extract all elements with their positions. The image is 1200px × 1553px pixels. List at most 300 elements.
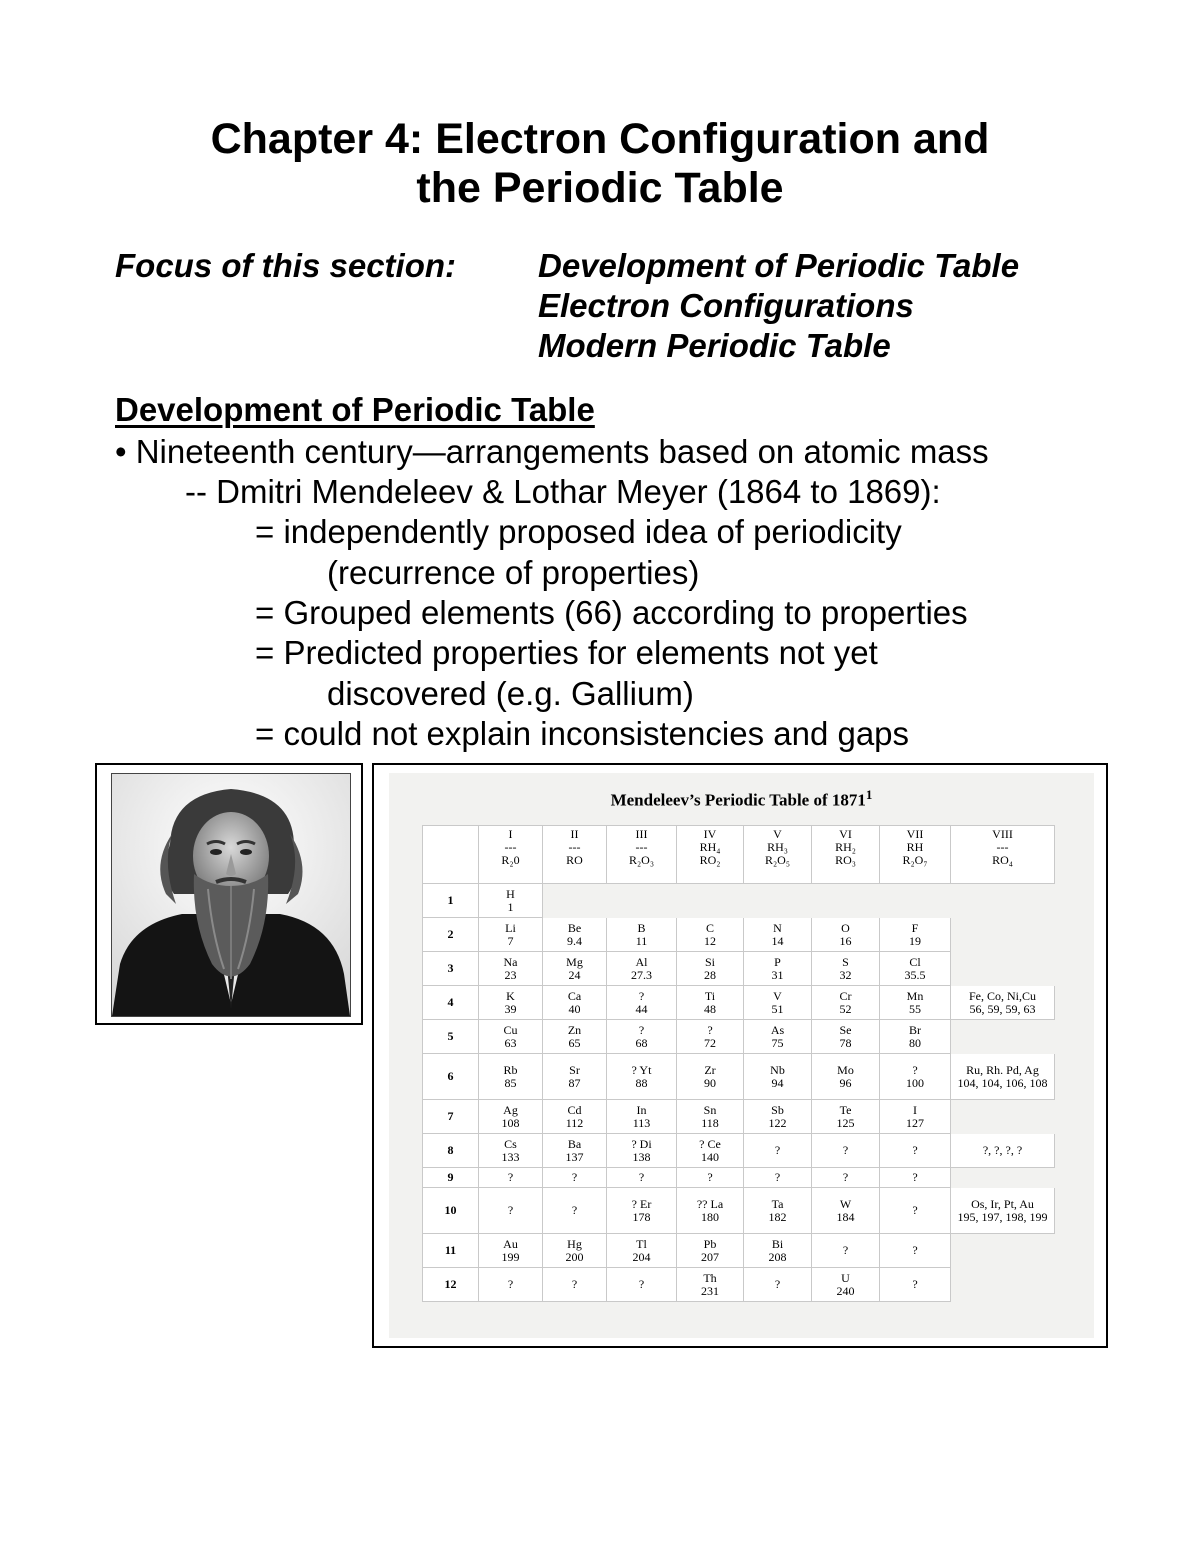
element-cell bbox=[744, 1188, 812, 1234]
element-mass: 24 bbox=[568, 967, 581, 982]
element-cell bbox=[543, 1134, 607, 1168]
group-header-hydride: --- bbox=[635, 840, 648, 854]
element-cell bbox=[812, 1134, 880, 1168]
element-mass: 94 bbox=[771, 1075, 784, 1090]
element-symbol: ?? La bbox=[696, 1196, 724, 1211]
row-number: 9 bbox=[423, 1168, 479, 1188]
element-symbol: ? bbox=[774, 1277, 781, 1291]
element-symbol: ? Di bbox=[631, 1136, 652, 1151]
group-header-hydride: RH₄ bbox=[699, 840, 721, 854]
element-symbol: Au bbox=[503, 1236, 518, 1251]
element-mass: 182 bbox=[768, 1209, 787, 1224]
element-cell bbox=[812, 1020, 880, 1054]
element-cell bbox=[744, 1020, 812, 1054]
element-mass: 184 bbox=[836, 1209, 855, 1224]
element-symbol: ? bbox=[638, 1022, 645, 1037]
element-symbol: ? bbox=[707, 1170, 713, 1184]
row-number: 2 bbox=[423, 918, 479, 952]
element-cell bbox=[677, 1168, 744, 1188]
element-symbol: Sr bbox=[569, 1062, 580, 1077]
row-number: 8 bbox=[423, 1134, 479, 1168]
empty-cell bbox=[951, 1168, 1055, 1188]
element-cell bbox=[479, 1234, 543, 1268]
page-title-line-1: Chapter 4: Electron Configuration and bbox=[210, 115, 990, 163]
element-mass: 48 bbox=[704, 1001, 716, 1016]
element-symbol: ?, ?, ?, ? bbox=[982, 1143, 1023, 1157]
element-cell bbox=[479, 884, 543, 918]
table-row bbox=[423, 986, 1055, 1020]
element-cell bbox=[880, 1054, 951, 1100]
element-cell bbox=[812, 1268, 880, 1302]
element-cell bbox=[744, 918, 812, 952]
group-header-oxide: R₂O₃ bbox=[628, 853, 655, 867]
element-symbol: Sb bbox=[771, 1102, 784, 1117]
element-mass: 125 bbox=[836, 1115, 855, 1130]
element-mass: 55 bbox=[909, 1001, 921, 1016]
element-cell bbox=[880, 1268, 951, 1302]
element-cell bbox=[607, 986, 677, 1020]
element-symbol: U bbox=[841, 1270, 850, 1285]
element-mass: 72 bbox=[704, 1035, 716, 1050]
element-mass: 65 bbox=[568, 1035, 581, 1050]
element-mass: 231 bbox=[701, 1283, 719, 1298]
element-mass: 27.3 bbox=[631, 967, 652, 982]
element-symbol: Cr bbox=[839, 988, 852, 1003]
element-cell bbox=[951, 1134, 1055, 1168]
element-symbol: Mn bbox=[906, 988, 924, 1003]
element-symbol: ? bbox=[507, 1277, 514, 1291]
empty-cell bbox=[951, 1268, 1055, 1302]
element-cell bbox=[677, 1020, 744, 1054]
focus-label: Focus of this section: bbox=[115, 247, 457, 284]
element-symbol: Os, Ir, Pt, Au bbox=[971, 1196, 1034, 1211]
element-mass: 240 bbox=[836, 1283, 855, 1298]
element-mass: 100 bbox=[906, 1075, 924, 1090]
element-cell bbox=[607, 1234, 677, 1268]
element-symbol: ? bbox=[912, 1243, 918, 1257]
group-header-oxide: RO₃ bbox=[835, 853, 856, 867]
element-cell bbox=[543, 1188, 607, 1234]
element-cell bbox=[543, 1100, 607, 1134]
element-mass: 56, 59, 59, 63 bbox=[969, 1001, 1036, 1016]
group-header-num: VII bbox=[906, 827, 924, 841]
row-number: 7 bbox=[423, 1100, 479, 1134]
element-symbol: Bi bbox=[771, 1236, 784, 1251]
element-symbol: H bbox=[506, 886, 515, 901]
element-cell bbox=[744, 952, 812, 986]
element-mass: 122 bbox=[768, 1115, 787, 1130]
element-symbol: C bbox=[705, 920, 714, 935]
element-mass: 140 bbox=[701, 1149, 719, 1164]
point-periodicity-cont: (recurrence of properties) bbox=[327, 554, 700, 591]
point-predicted: = Predicted properties for elements not yet bbox=[255, 634, 878, 671]
row-number: 11 bbox=[423, 1234, 479, 1268]
element-symbol: ? bbox=[842, 1170, 849, 1184]
element-cell bbox=[543, 952, 607, 986]
element-cell bbox=[479, 986, 543, 1020]
mendeleev-portrait-frame bbox=[95, 763, 363, 1025]
element-symbol: ? Ce bbox=[699, 1136, 721, 1151]
group-header-num: II bbox=[570, 827, 579, 841]
row-number: 3 bbox=[423, 952, 479, 986]
element-symbol: I bbox=[913, 1102, 917, 1117]
empty-cell bbox=[880, 884, 951, 918]
element-symbol: Cu bbox=[503, 1022, 518, 1037]
element-symbol: ? bbox=[571, 1170, 578, 1184]
element-cell bbox=[880, 1188, 951, 1234]
element-cell bbox=[880, 918, 951, 952]
group-header-hydride: RH₂ bbox=[835, 840, 856, 854]
element-mass: 113 bbox=[632, 1115, 651, 1130]
element-cell bbox=[677, 986, 744, 1020]
group-header-num: I bbox=[508, 827, 513, 841]
element-cell bbox=[744, 1134, 812, 1168]
element-mass: 80 bbox=[909, 1035, 921, 1050]
element-cell bbox=[607, 1100, 677, 1134]
element-symbol: Ru, Rh. Pd, Ag bbox=[966, 1062, 1039, 1077]
element-mass: 75 bbox=[771, 1035, 784, 1050]
element-cell bbox=[744, 1168, 812, 1188]
element-cell bbox=[607, 918, 677, 952]
element-cell bbox=[744, 1234, 812, 1268]
element-mass: 32 bbox=[839, 967, 852, 982]
element-cell bbox=[812, 1188, 880, 1234]
element-mass: 180 bbox=[701, 1209, 719, 1224]
element-cell bbox=[951, 1054, 1055, 1100]
element-mass: 200 bbox=[565, 1249, 584, 1264]
element-cell bbox=[880, 986, 951, 1020]
element-symbol: Mg bbox=[566, 954, 583, 969]
element-symbol: In bbox=[636, 1102, 647, 1117]
element-symbol: F bbox=[911, 920, 919, 935]
element-cell bbox=[543, 1234, 607, 1268]
element-symbol: ? bbox=[912, 1277, 918, 1291]
element-cell bbox=[543, 1020, 607, 1054]
point-periodicity: = independently proposed idea of periodicity bbox=[255, 513, 902, 550]
element-symbol: Si bbox=[704, 954, 715, 969]
row-number: 1 bbox=[423, 884, 479, 918]
mendeleev-portrait bbox=[111, 773, 351, 1017]
row-number: 4 bbox=[423, 986, 479, 1020]
element-cell bbox=[744, 1054, 812, 1100]
group-header-hydride: RH bbox=[906, 840, 924, 854]
element-cell bbox=[479, 1268, 543, 1302]
element-cell bbox=[744, 1100, 812, 1134]
element-symbol: Te bbox=[839, 1102, 852, 1117]
element-symbol: ? bbox=[912, 1062, 918, 1077]
element-symbol: Pb bbox=[703, 1236, 717, 1251]
element-cell bbox=[479, 1168, 543, 1188]
element-mass: 1 bbox=[507, 899, 514, 914]
element-symbol: O bbox=[841, 920, 850, 935]
group-header-num: V bbox=[773, 827, 782, 841]
element-cell bbox=[543, 918, 607, 952]
empty-cell bbox=[951, 918, 1055, 952]
element-cell bbox=[607, 1188, 677, 1234]
element-mass: 207 bbox=[701, 1249, 719, 1264]
group-header-num: III bbox=[635, 827, 648, 841]
point-grouped: = Grouped elements (66) according to properties bbox=[255, 594, 968, 631]
element-mass: 16 bbox=[839, 933, 852, 948]
element-symbol: Cl bbox=[909, 954, 921, 969]
table-row bbox=[423, 1268, 1055, 1302]
element-cell bbox=[812, 1100, 880, 1134]
element-symbol: ? bbox=[912, 1143, 918, 1157]
element-symbol: Ag bbox=[503, 1102, 518, 1117]
element-cell bbox=[880, 1134, 951, 1168]
group-header-num: VIII bbox=[992, 827, 1013, 841]
element-cell bbox=[543, 1054, 607, 1100]
element-cell bbox=[479, 1020, 543, 1054]
group-header-hydride: --- bbox=[504, 840, 517, 854]
element-symbol: Al bbox=[635, 954, 648, 969]
table-row bbox=[423, 1134, 1055, 1168]
table-row bbox=[423, 1020, 1055, 1054]
sub-mendeleev-meyer: -- Dmitri Mendeleev & Lothar Meyer (1864 to 1869): bbox=[185, 473, 941, 510]
element-cell bbox=[543, 1168, 607, 1188]
element-mass: 195, 197, 198, 199 bbox=[957, 1209, 1048, 1224]
element-cell bbox=[951, 986, 1055, 1020]
element-cell bbox=[812, 918, 880, 952]
table-row bbox=[423, 918, 1055, 952]
element-cell bbox=[607, 1134, 677, 1168]
element-mass: 112 bbox=[565, 1115, 584, 1130]
element-cell bbox=[677, 1268, 744, 1302]
element-cell bbox=[607, 1020, 677, 1054]
empty-cell bbox=[951, 952, 1055, 986]
focus-item-modern-table: Modern Periodic Table bbox=[538, 327, 891, 364]
group-header bbox=[880, 826, 951, 884]
element-mass: 204 bbox=[632, 1249, 651, 1264]
table-row bbox=[423, 952, 1055, 986]
group-header bbox=[607, 826, 677, 884]
element-symbol: Ba bbox=[567, 1136, 582, 1151]
element-symbol: ? bbox=[507, 1170, 514, 1184]
element-symbol: Nb bbox=[770, 1062, 785, 1077]
element-symbol: V bbox=[773, 988, 782, 1003]
element-symbol: Li bbox=[505, 920, 516, 935]
element-cell bbox=[479, 1100, 543, 1134]
element-symbol: Na bbox=[503, 954, 518, 969]
element-cell bbox=[677, 1100, 744, 1134]
empty-cell bbox=[812, 884, 880, 918]
element-mass: 40 bbox=[568, 1001, 581, 1016]
bullet-nineteenth-century: • Nineteenth century—arrangements based on atomic mass bbox=[115, 433, 989, 470]
group-header-oxide: R₂O₅ bbox=[764, 853, 791, 867]
element-symbol: As bbox=[770, 1022, 785, 1037]
element-symbol: Cs bbox=[504, 1136, 517, 1151]
element-symbol: Ta bbox=[771, 1196, 784, 1211]
empty-cell bbox=[607, 884, 677, 918]
focus-item-electron-configurations: Electron Configurations bbox=[538, 287, 914, 324]
element-symbol: ? Er bbox=[631, 1196, 652, 1211]
element-mass: 19 bbox=[909, 933, 921, 948]
element-cell bbox=[607, 1054, 677, 1100]
element-mass: 51 bbox=[771, 1001, 784, 1016]
group-header-oxide: RO bbox=[566, 853, 583, 867]
element-mass: 104, 104, 106, 108 bbox=[957, 1075, 1048, 1090]
element-mass: 85 bbox=[504, 1075, 517, 1090]
element-symbol: ? bbox=[707, 1022, 713, 1037]
element-symbol: Sn bbox=[703, 1102, 717, 1117]
element-cell bbox=[479, 1134, 543, 1168]
group-header-num: IV bbox=[703, 827, 717, 841]
element-symbol: Zn bbox=[567, 1022, 582, 1037]
element-cell bbox=[677, 1188, 744, 1234]
element-mass: 138 bbox=[632, 1149, 651, 1164]
element-cell bbox=[880, 1020, 951, 1054]
element-symbol: Br bbox=[909, 1022, 921, 1037]
element-mass: 127 bbox=[906, 1115, 924, 1130]
group-header bbox=[677, 826, 744, 884]
element-symbol: Rb bbox=[503, 1062, 518, 1077]
table-row bbox=[423, 1100, 1055, 1134]
element-cell bbox=[677, 918, 744, 952]
focus-item-development: Development of Periodic Table bbox=[538, 247, 1020, 284]
element-cell bbox=[880, 1168, 951, 1188]
element-symbol: Th bbox=[703, 1270, 717, 1285]
element-symbol: W bbox=[839, 1196, 852, 1211]
point-predicted-cont: discovered (e.g. Gallium) bbox=[327, 675, 694, 712]
element-symbol: B bbox=[637, 920, 646, 935]
element-cell bbox=[880, 1234, 951, 1268]
element-symbol: ? bbox=[912, 1203, 918, 1217]
row-number: 10 bbox=[423, 1188, 479, 1234]
element-cell bbox=[479, 1054, 543, 1100]
group-header-num: VI bbox=[839, 827, 852, 841]
element-mass: 137 bbox=[565, 1149, 584, 1164]
element-cell bbox=[951, 1188, 1055, 1234]
group-header-hydride: RH₃ bbox=[767, 840, 788, 854]
element-mass: 88 bbox=[635, 1075, 648, 1090]
element-symbol: Cd bbox=[567, 1102, 582, 1117]
element-cell bbox=[479, 1188, 543, 1234]
element-symbol: Be bbox=[567, 920, 582, 935]
element-cell bbox=[607, 952, 677, 986]
empty-cell bbox=[951, 1234, 1055, 1268]
empty-cell bbox=[543, 884, 607, 918]
table-corner bbox=[423, 826, 479, 884]
empty-cell bbox=[951, 1020, 1055, 1054]
group-header-hydride: --- bbox=[996, 840, 1009, 854]
group-header bbox=[479, 826, 543, 884]
row-number: 12 bbox=[423, 1268, 479, 1302]
element-cell bbox=[880, 952, 951, 986]
element-symbol: P bbox=[774, 954, 781, 969]
element-symbol: ? bbox=[842, 1143, 849, 1157]
element-cell bbox=[479, 952, 543, 986]
element-symbol: ? bbox=[571, 1203, 578, 1217]
element-cell bbox=[677, 952, 744, 986]
element-mass: 9.4 bbox=[567, 933, 582, 948]
group-header-oxide: RO₄ bbox=[992, 853, 1013, 867]
table-row bbox=[423, 1168, 1055, 1188]
element-mass: 14 bbox=[771, 933, 784, 948]
element-mass: 133 bbox=[501, 1149, 520, 1164]
element-symbol: ? bbox=[638, 1170, 645, 1184]
empty-cell bbox=[677, 884, 744, 918]
element-symbol: ? bbox=[638, 988, 645, 1003]
element-mass: 208 bbox=[768, 1249, 787, 1264]
element-mass: 178 bbox=[632, 1209, 651, 1224]
element-cell bbox=[543, 986, 607, 1020]
section-heading: Development of Periodic Table bbox=[115, 391, 595, 428]
element-cell bbox=[744, 1268, 812, 1302]
element-mass: 28 bbox=[704, 967, 716, 982]
element-symbol: ? bbox=[507, 1203, 514, 1217]
element-mass: 108 bbox=[501, 1115, 520, 1130]
element-symbol: Mo bbox=[837, 1062, 854, 1077]
group-header bbox=[812, 826, 880, 884]
element-symbol: Se bbox=[839, 1022, 852, 1037]
element-mass: 52 bbox=[839, 1001, 852, 1016]
element-symbol: Hg bbox=[567, 1236, 582, 1251]
element-cell bbox=[607, 1268, 677, 1302]
element-cell bbox=[479, 918, 543, 952]
element-cell bbox=[812, 986, 880, 1020]
element-mass: 31 bbox=[771, 967, 784, 982]
page-title-line-2: the Periodic Table bbox=[416, 164, 784, 212]
element-symbol: Ti bbox=[704, 988, 716, 1003]
element-mass: 12 bbox=[704, 933, 716, 948]
row-number: 6 bbox=[423, 1054, 479, 1100]
element-mass: 35.5 bbox=[904, 967, 926, 982]
row-number: 5 bbox=[423, 1020, 479, 1054]
table-row bbox=[423, 884, 1055, 918]
element-cell bbox=[677, 1234, 744, 1268]
element-symbol: ? bbox=[774, 1170, 781, 1184]
element-symbol: ? Yt bbox=[631, 1062, 652, 1077]
element-cell bbox=[677, 1134, 744, 1168]
element-mass: 78 bbox=[839, 1035, 852, 1050]
mendeleev-table-frame bbox=[372, 763, 1108, 1348]
group-header-oxide: R₂O₇ bbox=[902, 853, 928, 867]
element-mass: 87 bbox=[568, 1075, 581, 1090]
element-mass: 68 bbox=[635, 1035, 648, 1050]
element-symbol: ? bbox=[842, 1243, 849, 1257]
mendeleev-table-title: Mendeleev’s Periodic Table of 1871$^1$ bbox=[610, 787, 873, 810]
element-cell bbox=[812, 1234, 880, 1268]
empty-cell bbox=[951, 884, 1055, 918]
element-symbol: Tl bbox=[636, 1236, 647, 1251]
element-cell bbox=[880, 1100, 951, 1134]
element-symbol: ? bbox=[912, 1170, 918, 1184]
element-symbol: Zr bbox=[704, 1062, 716, 1077]
element-symbol: Ca bbox=[567, 988, 582, 1003]
element-mass: 90 bbox=[704, 1075, 716, 1090]
element-symbol: ? bbox=[774, 1143, 781, 1157]
element-symbol: ? bbox=[571, 1277, 578, 1291]
element-symbol: N bbox=[773, 920, 782, 935]
element-mass: 118 bbox=[701, 1115, 719, 1130]
element-mass: 23 bbox=[504, 967, 517, 982]
element-mass: 63 bbox=[504, 1035, 517, 1050]
element-symbol: ? bbox=[638, 1277, 645, 1291]
element-symbol: Fe, Co, Ni,Cu bbox=[968, 988, 1036, 1003]
table-row bbox=[423, 1188, 1055, 1234]
element-cell bbox=[812, 1054, 880, 1100]
element-symbol: S bbox=[842, 954, 849, 969]
element-mass: 39 bbox=[504, 1001, 517, 1016]
element-mass: 44 bbox=[635, 1001, 648, 1016]
element-symbol: K bbox=[506, 988, 515, 1003]
element-cell bbox=[677, 1054, 744, 1100]
empty-cell bbox=[744, 884, 812, 918]
element-cell bbox=[543, 1268, 607, 1302]
element-cell bbox=[744, 986, 812, 1020]
element-cell bbox=[812, 952, 880, 986]
element-cell bbox=[607, 1168, 677, 1188]
